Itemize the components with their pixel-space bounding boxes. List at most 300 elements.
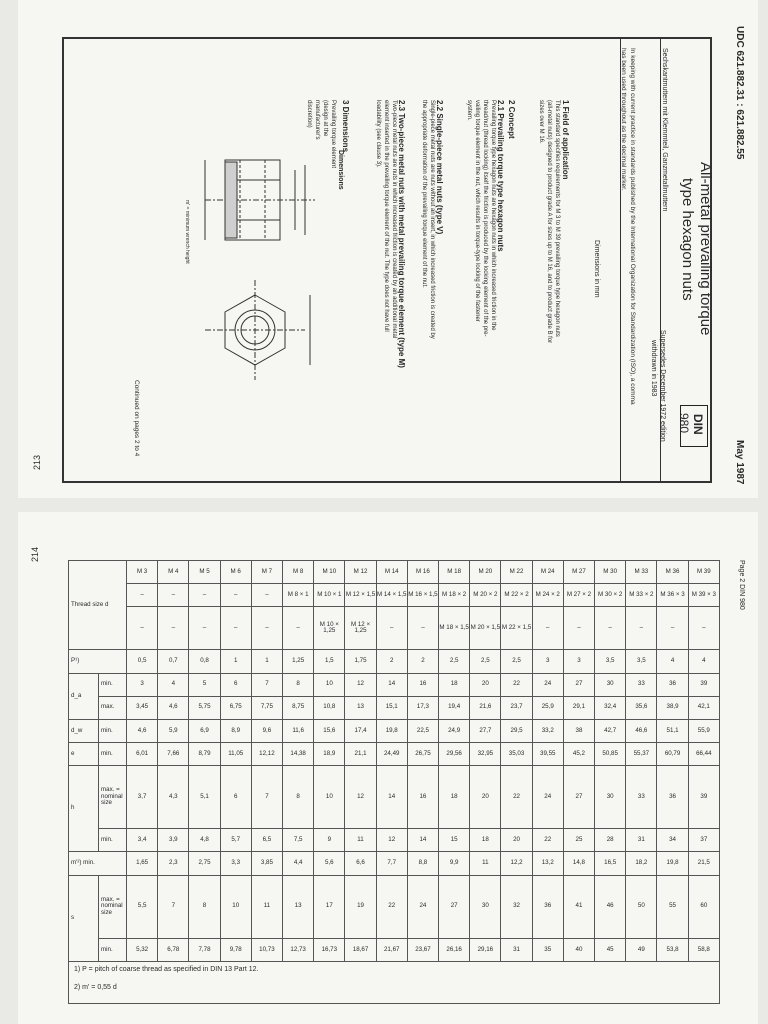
value-cell: 22: [501, 673, 532, 696]
value-cell: 26,16: [439, 938, 470, 961]
fine-thread-cell: –: [251, 607, 282, 650]
section-text: element inserted in the prevailing torque element of the nut. The type does not have full: [383, 100, 389, 332]
value-cell: 10,8: [314, 696, 345, 719]
row-label: h: [69, 766, 99, 852]
value-cell: 21,6: [470, 696, 501, 719]
value-cell: 23,7: [501, 696, 532, 719]
table-row: [69, 607, 720, 650]
fine-thread-cell: –: [220, 584, 251, 607]
size-cell: M 5: [189, 561, 220, 584]
section-text: the appropriate deformation of the prevailing torque element of the nut.: [421, 100, 427, 288]
value-cell: 11: [470, 852, 501, 875]
value-cell: 13: [345, 696, 376, 719]
value-cell: 35,6: [626, 696, 657, 719]
size-cell: M 24: [532, 561, 563, 584]
value-cell: 36: [657, 766, 688, 829]
section-text: loadability (see clause 3).: [375, 100, 381, 168]
size-cell: M 20: [470, 561, 501, 584]
value-cell: 3: [532, 650, 563, 673]
fine-thread-cell: M 39 × 3: [688, 584, 719, 607]
value-cell: 1,65: [127, 852, 158, 875]
fine-thread-cell: M 12 × 1,25: [345, 607, 376, 650]
supersedes-note: Supersedes December 1972 edition: [659, 330, 666, 442]
size-cell: M 8: [283, 561, 314, 584]
value-cell: 10,73: [251, 938, 282, 961]
value-cell: 23,67: [407, 938, 438, 961]
value-cell: 2,3: [158, 852, 189, 875]
fine-thread-cell: –: [158, 584, 189, 607]
value-cell: 8,9: [220, 719, 251, 742]
value-cell: 24,49: [376, 742, 407, 765]
value-cell: 7,7: [376, 852, 407, 875]
value-cell: 11: [251, 875, 282, 938]
value-cell: 27,7: [470, 719, 501, 742]
value-cell: 25: [563, 829, 594, 852]
fine-thread-cell: M 27 × 2: [563, 584, 594, 607]
value-cell: 53,8: [657, 938, 688, 961]
size-cell: M 18: [439, 561, 470, 584]
value-cell: 51,1: [657, 719, 688, 742]
fine-thread-cell: –: [127, 607, 158, 650]
value-cell: 31: [626, 829, 657, 852]
fine-thread-cell: M 24 × 2: [532, 584, 563, 607]
issue-date: May 1987: [734, 440, 745, 485]
table-header-row: [69, 561, 720, 584]
size-cell: M 30: [595, 561, 626, 584]
value-cell: 9: [314, 829, 345, 852]
value-cell: 3: [563, 650, 594, 673]
value-cell: 5: [189, 673, 220, 696]
value-cell: 0,7: [158, 650, 189, 673]
value-cell: 35: [532, 938, 563, 961]
value-cell: 32,4: [595, 696, 626, 719]
value-cell: 22: [501, 766, 532, 829]
value-cell: 12,12: [251, 742, 282, 765]
value-cell: 16: [407, 673, 438, 696]
fine-thread-cell: –: [657, 607, 688, 650]
footnote: 2) m' = 0,55 d: [74, 984, 117, 991]
value-cell: 2,75: [189, 852, 220, 875]
table-row: [69, 696, 720, 719]
value-cell: 38,9: [657, 696, 688, 719]
value-cell: 3,4: [127, 829, 158, 852]
value-cell: 32,95: [470, 742, 501, 765]
value-cell: 38: [563, 719, 594, 742]
row-sublabel: max. = nominal size: [99, 766, 127, 829]
value-cell: 60: [688, 875, 719, 938]
value-cell: 19,8: [376, 719, 407, 742]
value-cell: 21,5: [688, 852, 719, 875]
value-cell: 36: [657, 673, 688, 696]
value-cell: 4,8: [189, 829, 220, 852]
value-cell: 19,4: [439, 696, 470, 719]
thread-size-label: Thread size d: [69, 561, 127, 650]
value-cell: 35,03: [501, 742, 532, 765]
value-cell: 5,1: [189, 766, 220, 829]
fine-thread-cell: M 18 × 1,5: [439, 607, 470, 650]
value-cell: 26,75: [407, 742, 438, 765]
row-label: s: [69, 875, 99, 961]
section-text: thread/nut (thread locking) itself the friction is produced by the locking element of the pre-: [482, 100, 488, 337]
value-cell: 15,6: [314, 719, 345, 742]
value-cell: 1: [220, 650, 251, 673]
table-row: [69, 766, 720, 829]
value-cell: 2: [407, 650, 438, 673]
fine-thread-cell: –: [407, 607, 438, 650]
value-cell: 12,2: [501, 852, 532, 875]
page-number: 214: [30, 546, 40, 562]
value-cell: 19: [345, 875, 376, 938]
value-cell: 19,8: [657, 852, 688, 875]
fine-thread-cell: M 33 × 2: [626, 584, 657, 607]
value-cell: 6,75: [220, 696, 251, 719]
value-cell: 12: [345, 766, 376, 829]
value-cell: 30: [595, 766, 626, 829]
value-cell: 10: [220, 875, 251, 938]
intro-text-line2: has been used throughout as the decimal marker.: [620, 48, 627, 191]
section-text: Two-piece metal nuts are nuts in which increased friction is created by an additional metal: [391, 100, 397, 339]
value-cell: 12: [345, 673, 376, 696]
value-cell: 16: [407, 766, 438, 829]
size-cell: M 36: [657, 561, 688, 584]
dimensions-note: Dimensions in mm: [593, 240, 600, 298]
value-cell: 14,8: [563, 852, 594, 875]
size-cell: M 12: [345, 561, 376, 584]
value-cell: 1,75: [345, 650, 376, 673]
fine-thread-cell: M 30 × 2: [595, 584, 626, 607]
row-label: m'²) min.: [69, 852, 127, 875]
value-cell: 24: [532, 766, 563, 829]
value-cell: 3,3: [220, 852, 251, 875]
value-cell: 8: [283, 766, 314, 829]
page-header: Page 2 DIN 980: [738, 560, 745, 610]
value-cell: 55,9: [688, 719, 719, 742]
value-cell: 25,9: [532, 696, 563, 719]
value-cell: 7,78: [189, 938, 220, 961]
value-cell: 27: [439, 875, 470, 938]
value-cell: 27: [563, 673, 594, 696]
value-cell: 24: [407, 875, 438, 938]
table-row: [69, 584, 720, 607]
value-cell: 9,9: [439, 852, 470, 875]
section-text: This standard specifies requirements for M 3 to M 39 prevailing torque type hexagon nuts: [554, 100, 560, 337]
section-text: vailing torque element in the nut, which results in torque-type locking of the fastener: [474, 100, 480, 322]
value-cell: 20: [501, 829, 532, 852]
subsection-heading: 2.2 Single-piece metal nuts (type V): [435, 100, 444, 235]
value-cell: 17,3: [407, 696, 438, 719]
value-cell: 4: [688, 650, 719, 673]
section-text: (all-metal nuts) designed to product grade A for sizes up to M 16, and to product grade B for: [546, 100, 552, 344]
value-cell: 30: [470, 875, 501, 938]
value-cell: 50: [626, 875, 657, 938]
value-cell: 15: [439, 829, 470, 852]
value-cell: 18,67: [345, 938, 376, 961]
section-text: system.: [466, 100, 472, 121]
value-cell: 29,5: [501, 719, 532, 742]
value-cell: 4: [657, 650, 688, 673]
table-row: [69, 829, 720, 852]
value-cell: 29,16: [470, 938, 501, 961]
value-cell: 42,7: [595, 719, 626, 742]
value-cell: 30: [595, 673, 626, 696]
row-sublabel: max. = nominal size: [99, 875, 127, 938]
value-cell: 7: [158, 875, 189, 938]
size-cell: M 16: [407, 561, 438, 584]
value-cell: 3,9: [158, 829, 189, 852]
value-cell: 8: [283, 673, 314, 696]
value-cell: 3,5: [595, 650, 626, 673]
fine-thread-cell: –: [283, 607, 314, 650]
value-cell: 3: [127, 673, 158, 696]
value-cell: 11,05: [220, 742, 251, 765]
value-cell: 5,75: [189, 696, 220, 719]
value-cell: 2,5: [470, 650, 501, 673]
value-cell: 5,7: [220, 829, 251, 852]
value-cell: 7,5: [283, 829, 314, 852]
fine-thread-cell: –: [220, 607, 251, 650]
fine-thread-cell: –: [189, 584, 220, 607]
value-cell: 21,67: [376, 938, 407, 961]
size-cell: M 27: [563, 561, 594, 584]
value-cell: 4: [158, 673, 189, 696]
page-number: 213: [32, 454, 42, 470]
size-cell: M 10: [314, 561, 345, 584]
value-cell: 18: [470, 829, 501, 852]
value-cell: 37: [688, 829, 719, 852]
value-cell: 39: [688, 766, 719, 829]
value-cell: 7,66: [158, 742, 189, 765]
value-cell: 8,79: [189, 742, 220, 765]
subsection-heading: 2.3 Two-piece metal nuts with metal prevailing torque element (type M): [397, 100, 406, 368]
row-sublabel: min.: [99, 673, 127, 696]
value-cell: 42,1: [688, 696, 719, 719]
footnote: 1) P = pitch of coarse thread as specified in DIN 13 Part 12.: [74, 966, 259, 973]
value-cell: 5,32: [127, 938, 158, 961]
value-cell: 1: [251, 650, 282, 673]
fine-thread-cell: M 10 × 1,25: [314, 607, 345, 650]
value-cell: 5,6: [314, 852, 345, 875]
value-cell: 10: [314, 673, 345, 696]
value-cell: 5,5: [127, 875, 158, 938]
value-cell: 3,7: [127, 766, 158, 829]
value-cell: 17,4: [345, 719, 376, 742]
value-cell: 7: [251, 766, 282, 829]
value-cell: 2,5: [501, 650, 532, 673]
value-cell: 6: [220, 766, 251, 829]
value-cell: 14: [376, 673, 407, 696]
value-cell: 7: [251, 673, 282, 696]
document-title: All-metal prevailing torque: [697, 162, 714, 336]
size-cell: M 14: [376, 561, 407, 584]
row-sublabel: min.: [99, 742, 127, 765]
section-heading: 1 Field of application: [561, 100, 570, 180]
value-cell: 32: [501, 875, 532, 938]
value-cell: 13,2: [532, 852, 563, 875]
value-cell: 66,44: [688, 742, 719, 765]
value-cell: 33,2: [532, 719, 563, 742]
nut-technical-drawing: [185, 140, 325, 390]
size-cell: M 6: [220, 561, 251, 584]
value-cell: 6,6: [345, 852, 376, 875]
din-number: 980: [677, 413, 691, 434]
fine-thread-cell: M 18 × 2: [439, 584, 470, 607]
value-cell: 22: [376, 875, 407, 938]
document-title-line2: type hexagon nuts: [679, 178, 696, 301]
value-cell: 18: [439, 673, 470, 696]
table-row: [69, 719, 720, 742]
value-cell: 8: [189, 875, 220, 938]
value-cell: 21,1: [345, 742, 376, 765]
value-cell: 20: [470, 766, 501, 829]
fine-thread-cell: –: [127, 584, 158, 607]
value-cell: 4,3: [158, 766, 189, 829]
fine-thread-cell: M 20 × 2: [470, 584, 501, 607]
value-cell: 46: [595, 875, 626, 938]
value-cell: 24,9: [439, 719, 470, 742]
value-cell: 8,75: [283, 696, 314, 719]
value-cell: 0,5: [127, 650, 158, 673]
drawing-footnote: m' = minimum wrench height: [184, 200, 190, 264]
value-cell: 40: [563, 938, 594, 961]
value-cell: 11,6: [283, 719, 314, 742]
value-cell: 22,5: [407, 719, 438, 742]
value-cell: 27: [563, 766, 594, 829]
value-cell: 58,8: [688, 938, 719, 961]
value-cell: 9,78: [220, 938, 251, 961]
value-cell: 14: [376, 766, 407, 829]
value-cell: 0,8: [189, 650, 220, 673]
fine-thread-cell: –: [563, 607, 594, 650]
value-cell: 6,01: [127, 742, 158, 765]
value-cell: 9,6: [251, 719, 282, 742]
section-text: Prevailing torque element: [330, 100, 336, 169]
section-text: discretion): [306, 100, 312, 128]
value-cell: 34: [657, 829, 688, 852]
size-cell: M 7: [251, 561, 282, 584]
size-cell: M 22: [501, 561, 532, 584]
german-title: Sechskantmuttern mit Klemmteil, Ganzmetallmuttern: [661, 48, 668, 212]
fine-thread-cell: M 16 × 1,5: [407, 584, 438, 607]
subsection-heading: 2.1 Prevailing torque type hexagon nuts: [496, 100, 505, 252]
value-cell: 1,5: [314, 650, 345, 673]
drawing-label: Dimensions: [337, 150, 344, 190]
din-label: DIN: [691, 414, 705, 435]
value-cell: 36: [532, 875, 563, 938]
supersedes-note-line2: withdrawn in 1983: [650, 340, 657, 397]
value-cell: 4,6: [158, 696, 189, 719]
value-cell: 8,8: [407, 852, 438, 875]
value-cell: 16,73: [314, 938, 345, 961]
continued-note: Continued on pages 2 to 4: [133, 380, 140, 457]
table-row: [69, 875, 720, 938]
section-text: Prevailing torque type hexagon nuts are hexagon nuts in which increased friction in the: [490, 100, 496, 331]
section-text: manufacturer's: [314, 100, 320, 140]
section-text: Single-piece metal nuts are nuts without an insert, in which increased friction is created by: [429, 100, 435, 339]
value-cell: 14,38: [283, 742, 314, 765]
size-cell: M 33: [626, 561, 657, 584]
value-cell: 16,5: [595, 852, 626, 875]
fine-thread-cell: M 22 × 2: [501, 584, 532, 607]
table-row: [69, 852, 720, 875]
section-text: sizes over M 16.: [538, 100, 544, 144]
table-row: [69, 650, 720, 673]
fine-thread-cell: M 20 × 1,5: [470, 607, 501, 650]
table-row: [69, 742, 720, 765]
value-cell: 1,25: [283, 650, 314, 673]
fine-thread-cell: –: [189, 607, 220, 650]
row-sublabel: max.: [99, 696, 127, 719]
value-cell: 14: [407, 829, 438, 852]
value-cell: 20: [470, 673, 501, 696]
row-label: d_w: [69, 719, 99, 742]
value-cell: 6,78: [158, 938, 189, 961]
value-cell: 6: [220, 673, 251, 696]
fine-thread-cell: –: [532, 607, 563, 650]
value-cell: 6,5: [251, 829, 282, 852]
fine-thread-cell: M 10 × 1: [314, 584, 345, 607]
dimensions-table: [68, 560, 720, 962]
fine-thread-cell: M 14 × 1,5: [376, 584, 407, 607]
fine-thread-cell: –: [626, 607, 657, 650]
value-cell: 60,79: [657, 742, 688, 765]
value-cell: 28: [595, 829, 626, 852]
value-cell: 5,9: [158, 719, 189, 742]
value-cell: 4,4: [283, 852, 314, 875]
section-heading: 3 Dimensions: [341, 100, 350, 153]
value-cell: 49: [626, 938, 657, 961]
value-cell: 45: [595, 938, 626, 961]
size-cell: M 4: [158, 561, 189, 584]
value-cell: 6,9: [189, 719, 220, 742]
value-cell: 41: [563, 875, 594, 938]
fine-thread-cell: M 22 × 1,5: [501, 607, 532, 650]
fine-thread-cell: –: [688, 607, 719, 650]
value-cell: 13: [283, 875, 314, 938]
fine-thread-cell: –: [595, 607, 626, 650]
size-cell: M 39: [688, 561, 719, 584]
value-cell: 12,73: [283, 938, 314, 961]
value-cell: 29,1: [563, 696, 594, 719]
value-cell: 4,6: [127, 719, 158, 742]
value-cell: 3,5: [626, 650, 657, 673]
size-cell: M 3: [127, 561, 158, 584]
value-cell: 2,5: [439, 650, 470, 673]
value-cell: 2: [376, 650, 407, 673]
value-cell: 18,9: [314, 742, 345, 765]
fine-thread-cell: –: [376, 607, 407, 650]
value-cell: 7,75: [251, 696, 282, 719]
value-cell: 22: [532, 829, 563, 852]
fine-thread-cell: M 12 × 1,5: [345, 584, 376, 607]
value-cell: 11: [345, 829, 376, 852]
table-row: [69, 673, 720, 696]
row-label: d_a: [69, 673, 99, 719]
value-cell: 29,56: [439, 742, 470, 765]
value-cell: 15,1: [376, 696, 407, 719]
fine-thread-cell: M 8 × 1: [283, 584, 314, 607]
value-cell: 46,6: [626, 719, 657, 742]
value-cell: 18: [439, 766, 470, 829]
value-cell: 33: [626, 766, 657, 829]
section-heading: 2 Concept: [507, 100, 516, 139]
value-cell: 45,2: [563, 742, 594, 765]
row-label: e: [69, 742, 99, 765]
value-cell: 31: [501, 938, 532, 961]
fine-thread-cell: –: [251, 584, 282, 607]
intro-text: In keeping with current practice in standards published by the International Organization for Standardization (ISO), a comma: [629, 48, 636, 405]
value-cell: 50,85: [595, 742, 626, 765]
table-row: [69, 938, 720, 961]
